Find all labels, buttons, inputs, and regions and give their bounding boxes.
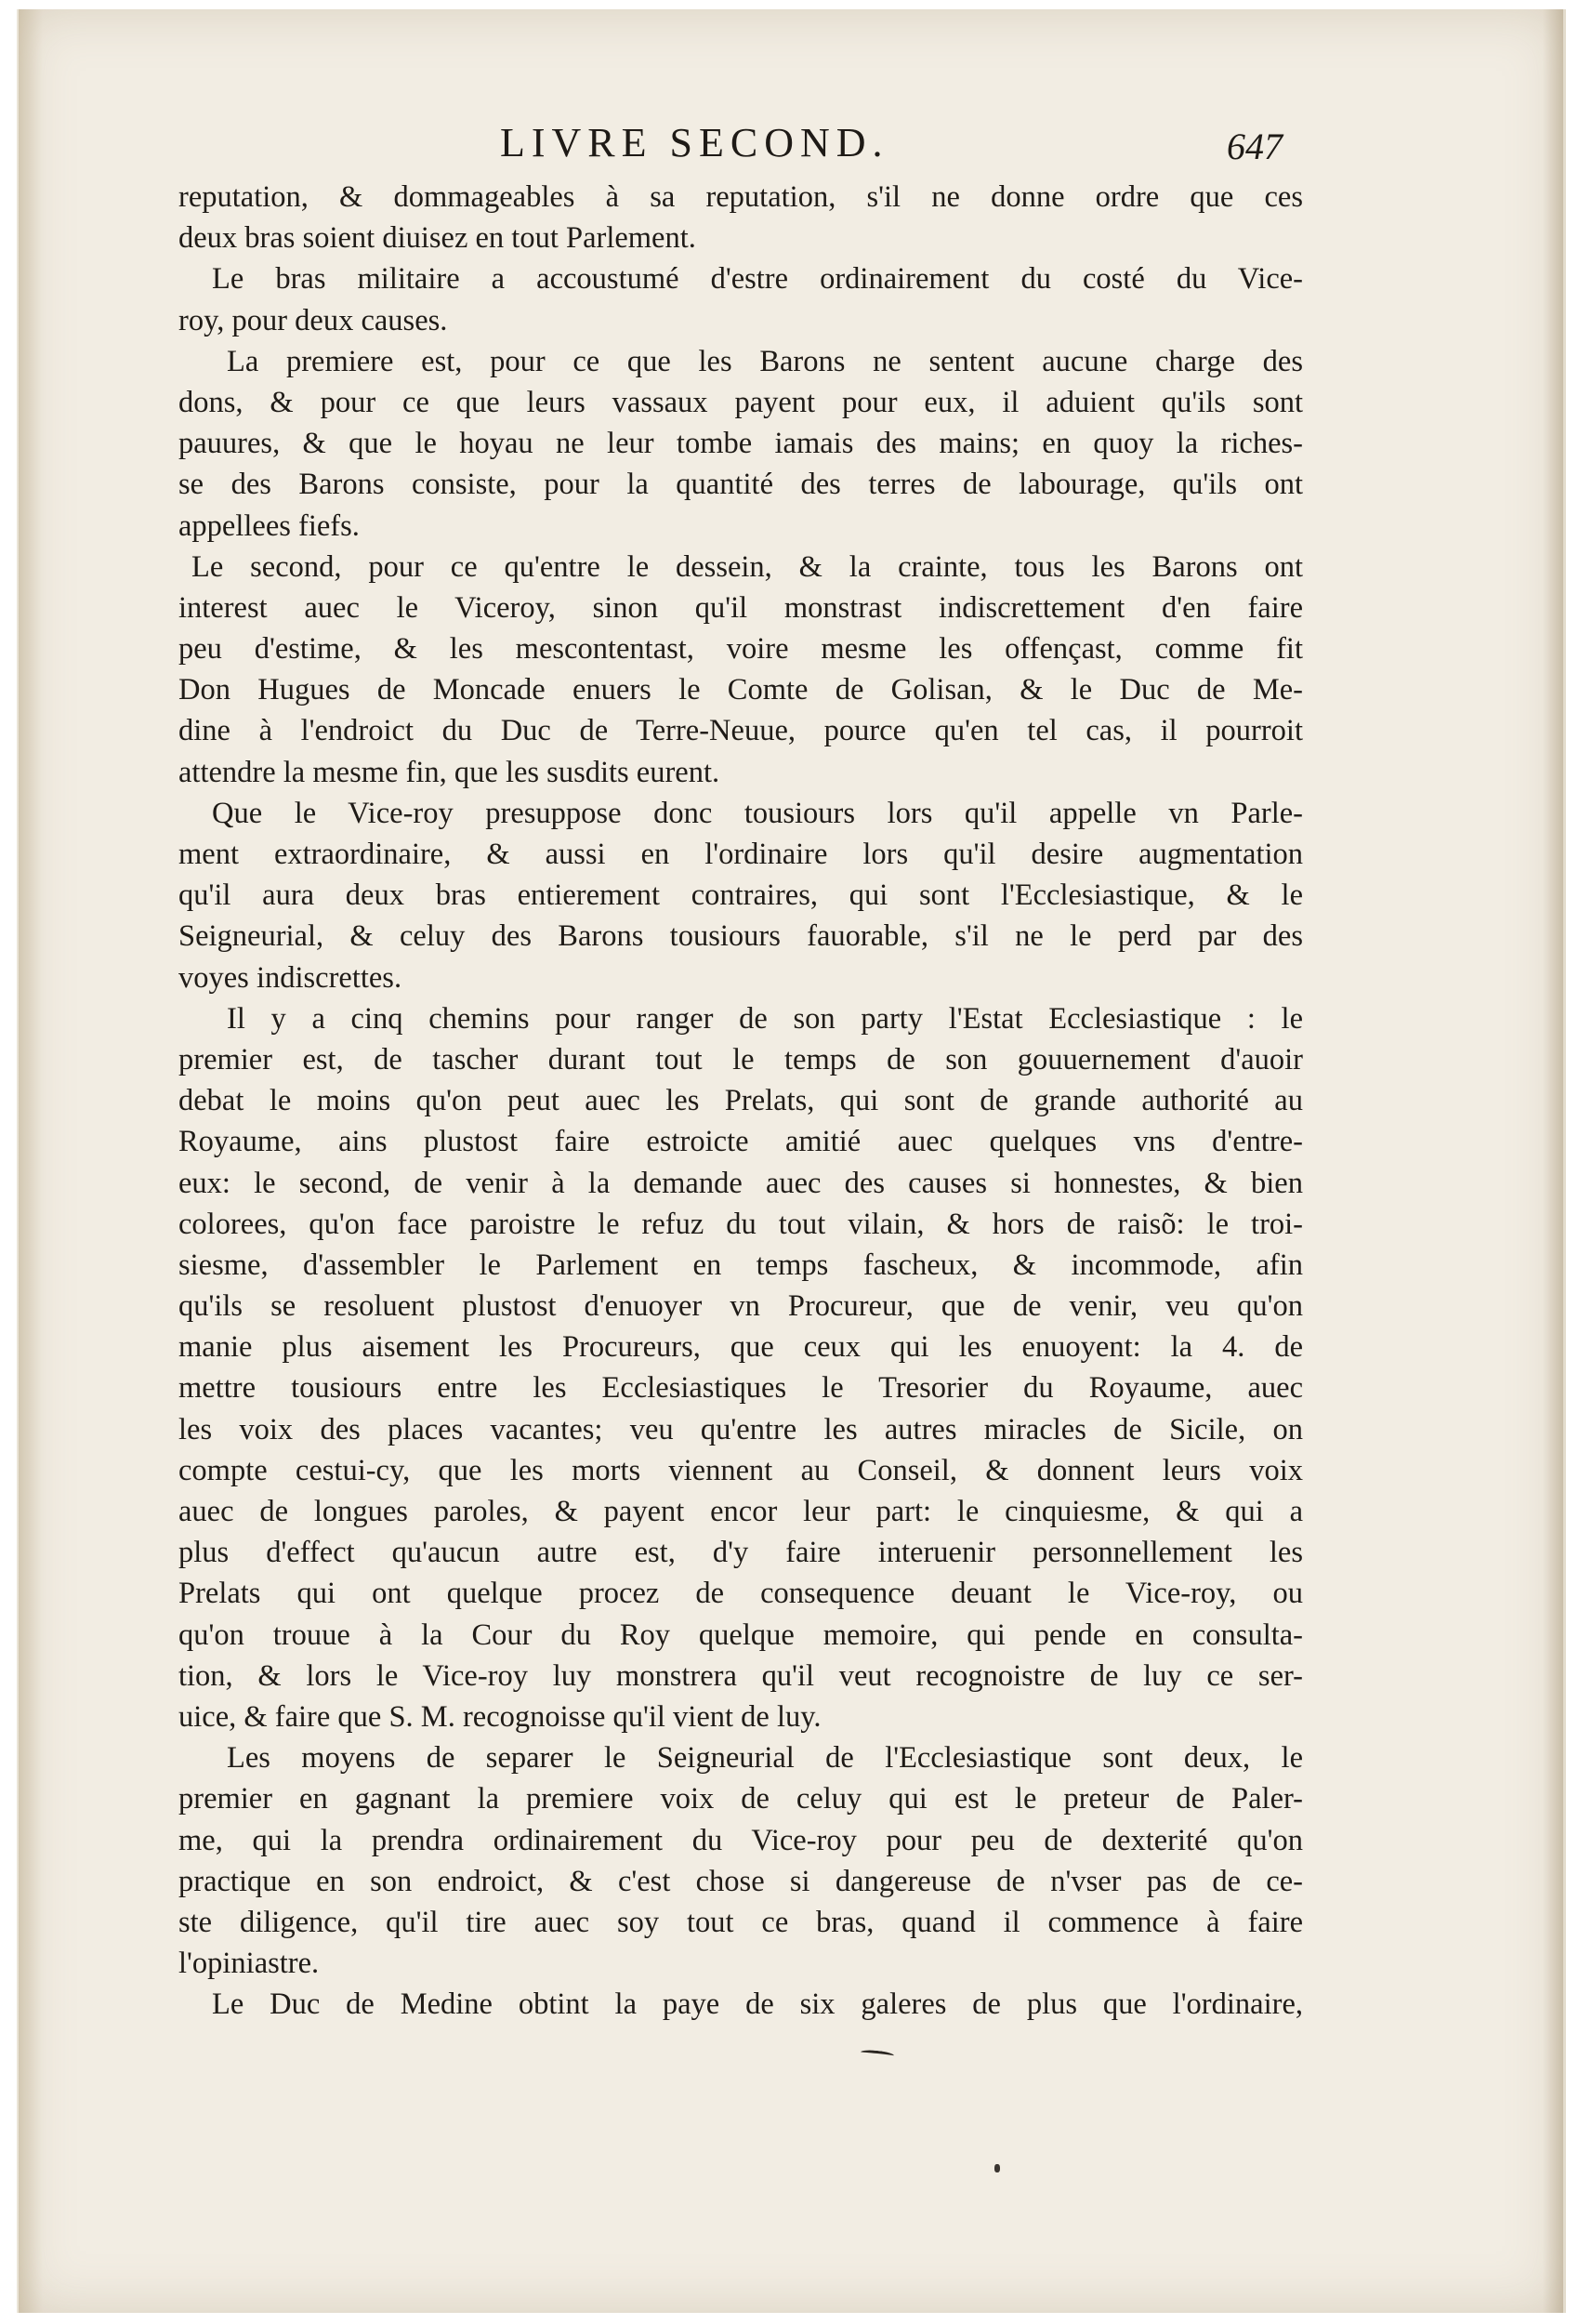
text-line: ment extraordinaire, & aussi en l'ordinaire lors qu'il desire augmentation: [178, 838, 1303, 871]
text-line: voyes indiscrettes.: [178, 960, 402, 995]
text-line: qu'il aura deux bras entierement contraires, qui sont l'Ecclesiastique, & le: [178, 878, 1303, 913]
text-line: l'opiniastre.: [178, 1947, 320, 1981]
text-line: Le second, pour ce qu'entre le dessein, & la crainte, tous les Barons ont: [191, 549, 1303, 584]
catchword-mark: [861, 2049, 895, 2059]
book-page: [17, 9, 1566, 2313]
page-number: 647: [1227, 125, 1283, 167]
body-text: [178, 177, 1303, 2025]
text-line: mettre tousiours entre les Ecclesiastiques le Tresorier du Royaume, auec: [178, 1371, 1303, 1406]
text-line: qu'on trouue à la Cour du Roy quelque memoire, qui pende en consulta-: [178, 1618, 1303, 1652]
text-line: uice, & faire que S. M. recognoisse qu'il vient de luy.: [178, 1699, 822, 1734]
text-line: deux bras soient diuisez en tout Parlement.: [178, 221, 696, 256]
text-line: auec de longues paroles, & payent encor leur part: le cinquiesme, & qui a: [178, 1495, 1303, 1528]
text-line: Prelats qui ont quelque procez de consequence deuant le Vice-roy, ou: [178, 1577, 1303, 1611]
text-line: La premiere est, pour ce que les Barons ne sentent aucune charge des: [227, 344, 1303, 378]
text-line: dine à l'endroict du Duc de Terre-Neuue, pource qu'en tel cas, il pourroit: [178, 714, 1303, 748]
text-line: Seigneurial, & celuy des Barons tousiours fauorable, s'il ne le perd par des: [178, 919, 1303, 954]
text-line: premier en gagnant la premiere voix de celuy qui est le preteur de Paler-: [178, 1782, 1303, 1816]
text-line: dons, & pour ce que leurs vassaux payent pour eux, il aduient qu'ils sont: [178, 385, 1303, 419]
text-line: premier est, de tascher durant tout le temps de son gouuernement d'auoir: [178, 1042, 1303, 1076]
text-line: plus d'effect qu'aucun autre est, d'y faire interuenir personnellement les: [178, 1536, 1303, 1570]
text-line: eux: le second, de venir à la demande auec des causes si honnestes, & bien: [178, 1166, 1303, 1200]
text-line: me, qui la prendra ordinairement du Vice-roy pour peu de dexterité qu'on: [178, 1823, 1303, 1857]
text-line: Don Hugues de Moncade enuers le Comte de Golisan, & le Duc de Me-: [178, 673, 1303, 707]
text-line: Que le Vice-roy presuppose donc tousiours lors qu'il appelle vn Parle-: [212, 796, 1303, 830]
text-line: peu d'estime, & les mescontentast, voire mesme les offençast, comme fit: [178, 632, 1303, 667]
text-line: ste diligence, qu'il tire auec soy tout ce bras, quand il commence à faire: [178, 1905, 1303, 1939]
text-line: debat le moins qu'on peut auec les Prelats, qui sont de grande authorité au: [178, 1084, 1303, 1118]
text-line: colorees, qu'on face paroistre le refuz du tout vilain, & hors de raisõ: le troi-: [178, 1207, 1303, 1241]
text-line: siesme, d'assembler le Parlement en temps fascheux, & incommode, afin: [178, 1248, 1303, 1282]
text-line: Royaume, ains plustost faire estroicte amitié auec quelques vns d'entre-: [178, 1125, 1303, 1159]
text-line: les voix des places vacantes; veu qu'entre les autres miracles de Sicile, on: [178, 1412, 1303, 1446]
text-line: Le Duc de Medine obtint la paye de six galeres de plus que l'ordinaire,: [212, 1987, 1303, 2022]
ink-speck: [994, 2164, 1000, 2172]
text-line: compte cestui-cy, que les morts viennent au Conseil, & donnent leurs voix: [178, 1453, 1303, 1487]
text-line: tion, & lors le Vice-roy luy monstrera qu'il veut recognoistre de luy ce ser-: [178, 1658, 1303, 1693]
text-line: appellees fiefs.: [178, 508, 360, 543]
text-line: qu'ils se resoluent plustost d'enuoyer vn Procureur, que de venir, veu qu'on: [178, 1289, 1303, 1324]
text-line: Les moyens de separer le Seigneurial de l'Ecclesiastique sont deux, le: [227, 1741, 1303, 1776]
text-line: manie plus aisement les Procureurs, que ceux qui les enuoyent: la 4. de: [178, 1330, 1303, 1365]
text-line: interest auec le Viceroy, sinon qu'il monstrast indiscrettement d'en faire: [178, 590, 1303, 625]
text-line: roy, pour deux causes.: [178, 303, 448, 337]
text-line: se des Barons consiste, pour la quantité des terres de labourage, qu'ils ont: [178, 468, 1303, 502]
text-line: Le bras militaire a accoustumé d'estre ordinairement du costé du Vice-: [212, 262, 1303, 297]
text-line: attendre la mesme fin, que les susdits eurent.: [178, 755, 720, 789]
text-line: practique en son endroict, & c'est chose si dangereuse de n'vser pas de ce-: [178, 1864, 1303, 1898]
running-title: LIVRE SECOND.: [500, 120, 889, 165]
text-line: reputation, & dommageables à sa reputation, s'il ne donne ordre que ces: [178, 180, 1303, 214]
text-line: pauures, & que le hoyau ne leur tombe iamais des mains; en quoy la riches-: [178, 427, 1303, 461]
text-line: Il y a cinq chemins pour ranger de son party l'Estat Ecclesiastique : le: [227, 1001, 1303, 1036]
